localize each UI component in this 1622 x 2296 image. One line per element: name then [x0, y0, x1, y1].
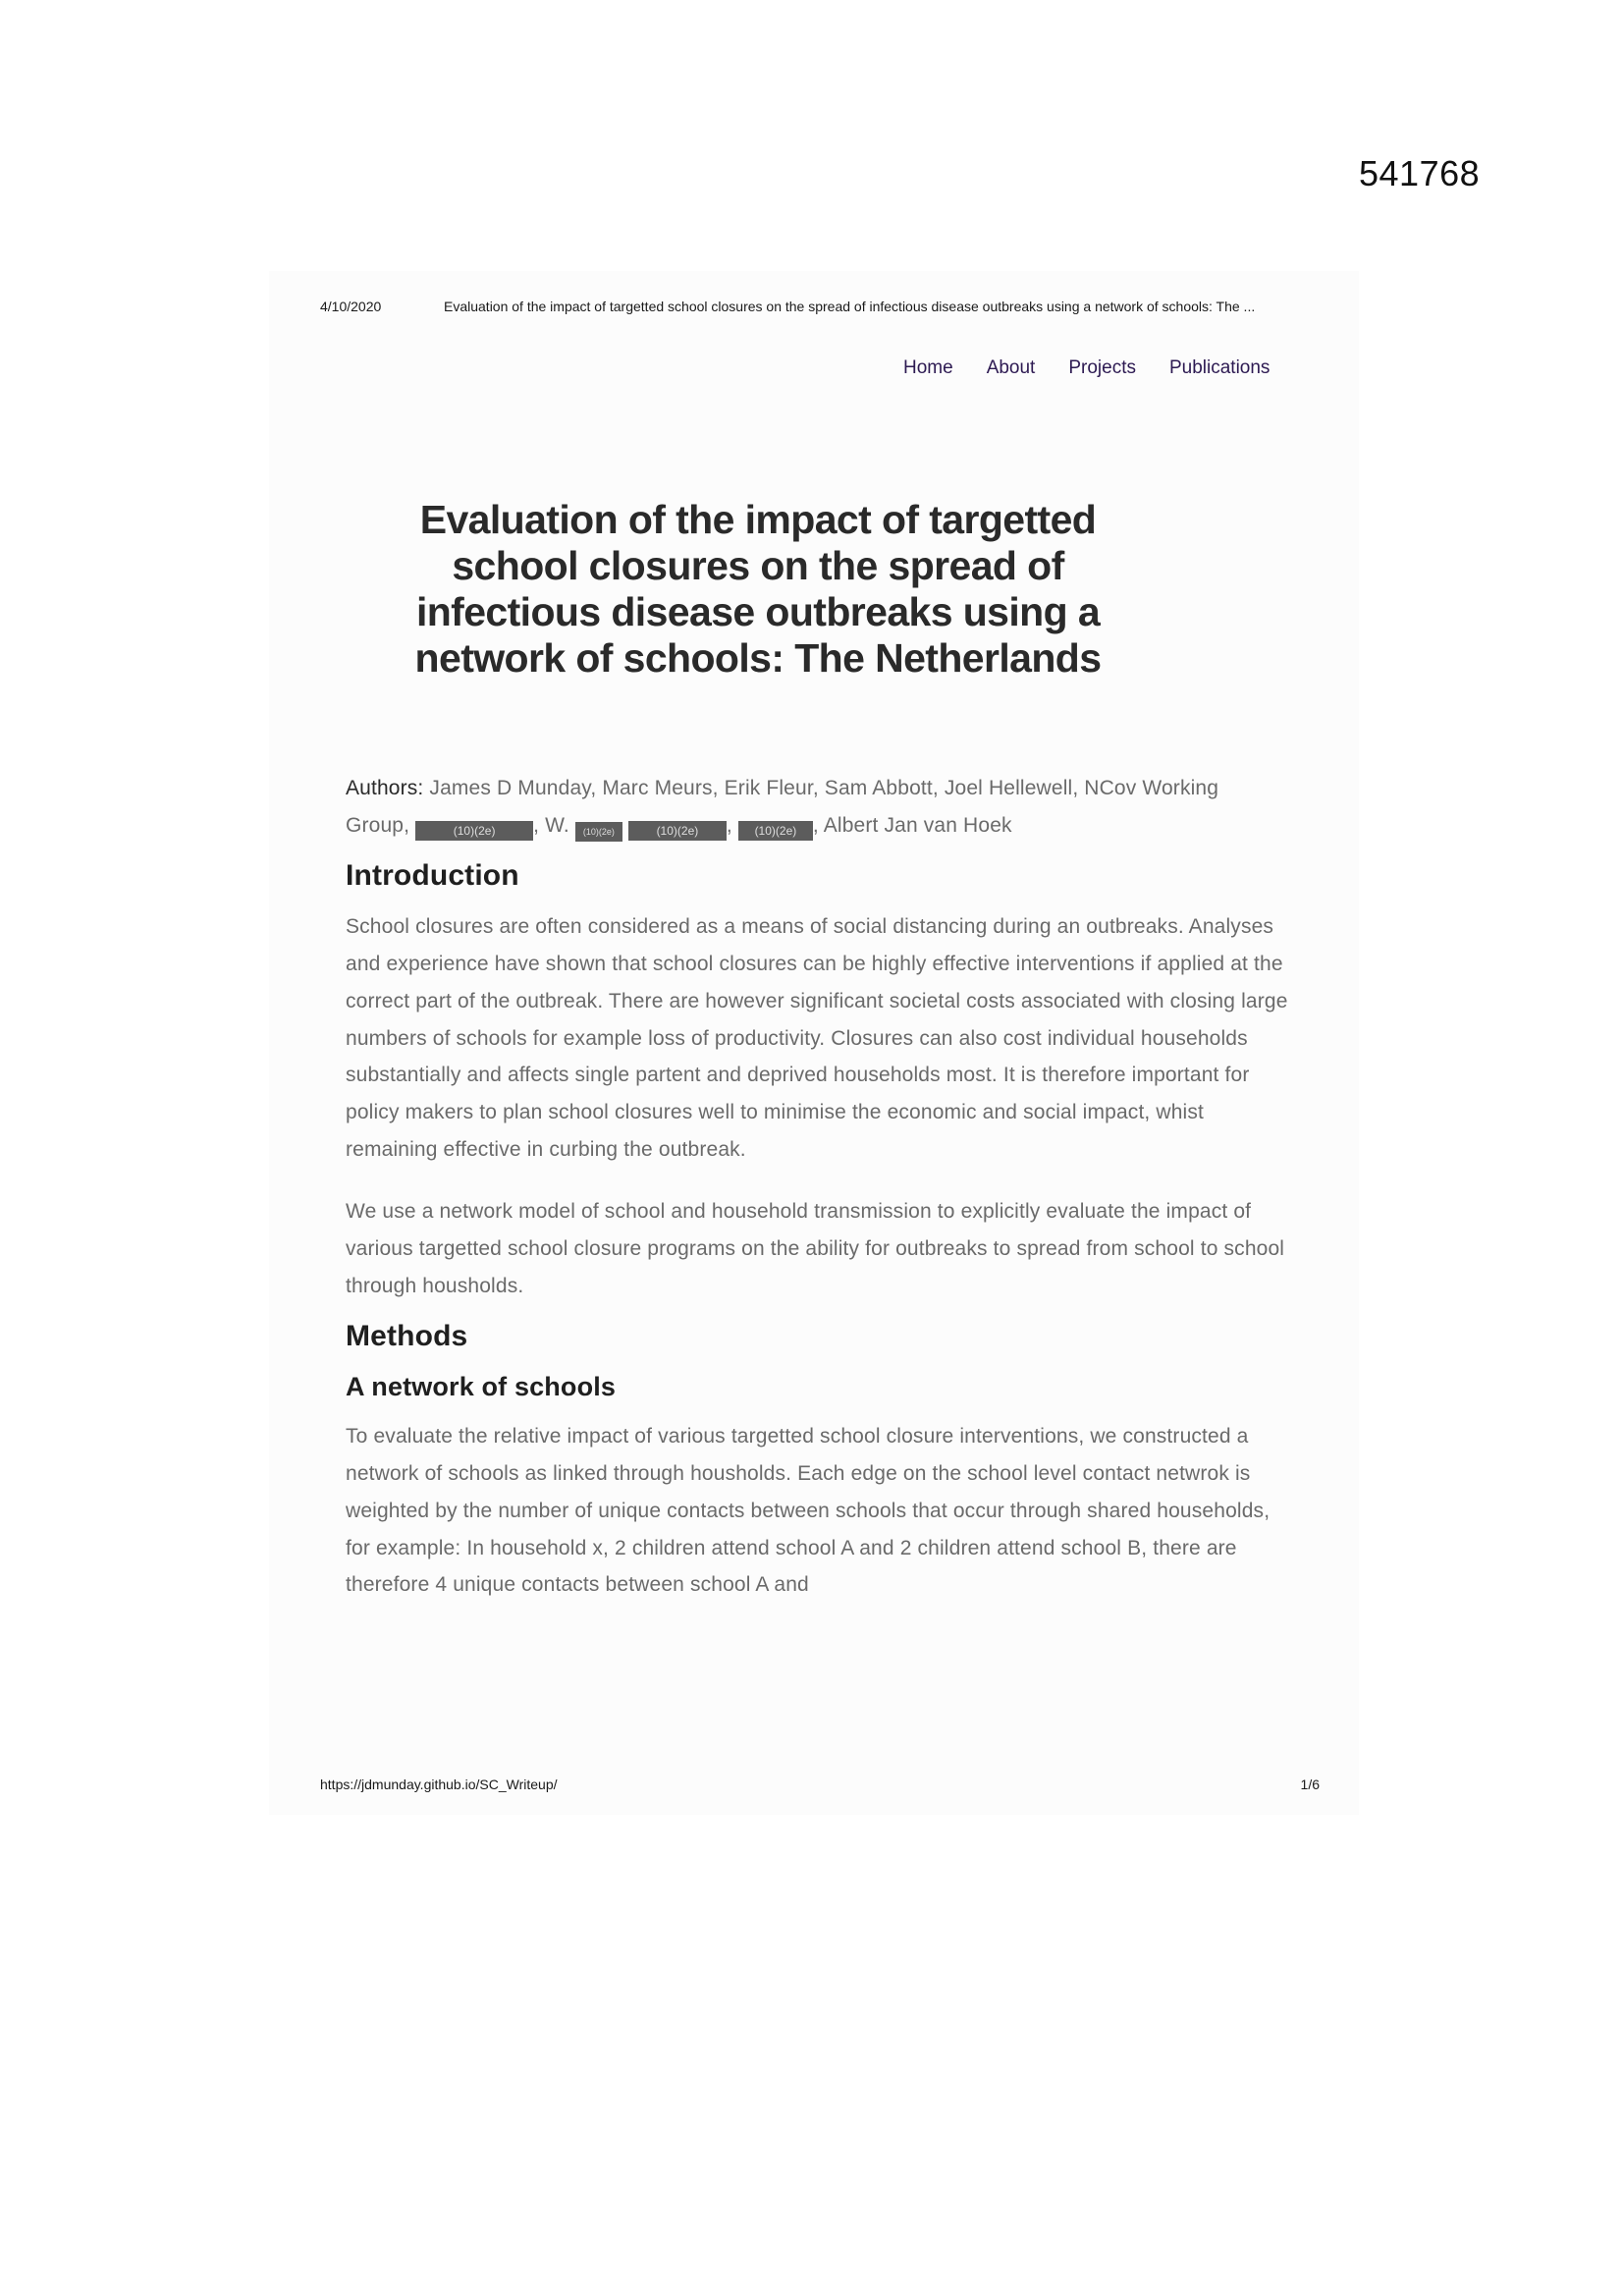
- article-content: [346, 770, 1288, 1604]
- printed-page: [269, 271, 1359, 1815]
- print-date: 4/10/2020: [320, 299, 382, 314]
- introduction-paragraph-2: We use a network model of school and household transmission to explicitly evaluate the impact of various targetted school closure programs on the ability for outbreaks to spread from school to school through housholds.: [346, 1200, 1285, 1297]
- authors-initial: W.: [545, 813, 569, 837]
- redaction-box: (10)(2e): [738, 821, 813, 841]
- heading-methods: Methods: [346, 1320, 468, 1353]
- nav-link-about[interactable]: About: [986, 357, 1036, 378]
- methods-paragraph-1: To evaluate the relative impact of various targetted school closure interventions, we constructed a network of schools as linked through housholds. Each edge on the school level contact netwrok is weighted by the number of unique contacts between schools that occur through shared households, for example: In household x, 2 children attend school A and 2 children attend school B, there are therefore 4 unique contacts between school A and: [346, 1425, 1271, 1597]
- authors-separator: ,: [726, 813, 732, 837]
- heading-introduction: Introduction: [346, 859, 519, 893]
- redaction-box: (10)(2e): [628, 821, 727, 841]
- redaction-box: (10)(2e): [415, 821, 533, 841]
- nav-link-publications[interactable]: Publications: [1168, 357, 1271, 378]
- authors-label: Authors:: [346, 777, 424, 799]
- article-title: Evaluation of the impact of targetted school closures on the spread of infectious disease outbreaks using a network of schools: The Netherlands: [414, 497, 1102, 681]
- print-page-title: Evaluation of the impact of targetted school closures on the spread of infectious disease outbreaks using a network of schools: The ...: [444, 299, 1256, 314]
- authors-separator: ,: [533, 813, 540, 837]
- authors-line: [346, 770, 1288, 844]
- nav-link-projects[interactable]: Projects: [1068, 357, 1136, 378]
- nav-link-home[interactable]: Home: [903, 357, 953, 378]
- heading-network-of-schools: A network of schools: [346, 1372, 617, 1402]
- site-nav: [903, 357, 1270, 379]
- redaction-box: (10)(2e): [575, 822, 622, 842]
- document-id-number: 541768: [1359, 153, 1481, 193]
- authors-last: , Albert Jan van Hoek: [812, 813, 1012, 837]
- introduction-paragraph-1: School closures are often considered as a means of social distancing during an outbreaks. Analyses and experience have shown that school closures can be highly effective interventions if applied at the correct part of the outbreak. There are however significant societal costs associated with closing large numbers of schools for example loss of productivity. Closures can also cost individual households substantially and affects single partent and deprived households most. It is therefore important for policy makers to plan school closures well to minimise the economic and social impact, whist remaining effective in curbing the outbreak.: [346, 915, 1288, 1161]
- authors-names: James D Munday, Marc Meurs, Erik Fleur, Sam Abbott, Joel Hellewell, NCov Working Group,: [346, 777, 1219, 837]
- print-url: https://jdmunday.github.io/SC_Writeup/: [320, 1777, 558, 1792]
- print-page-number: 1/6: [1300, 1777, 1320, 1792]
